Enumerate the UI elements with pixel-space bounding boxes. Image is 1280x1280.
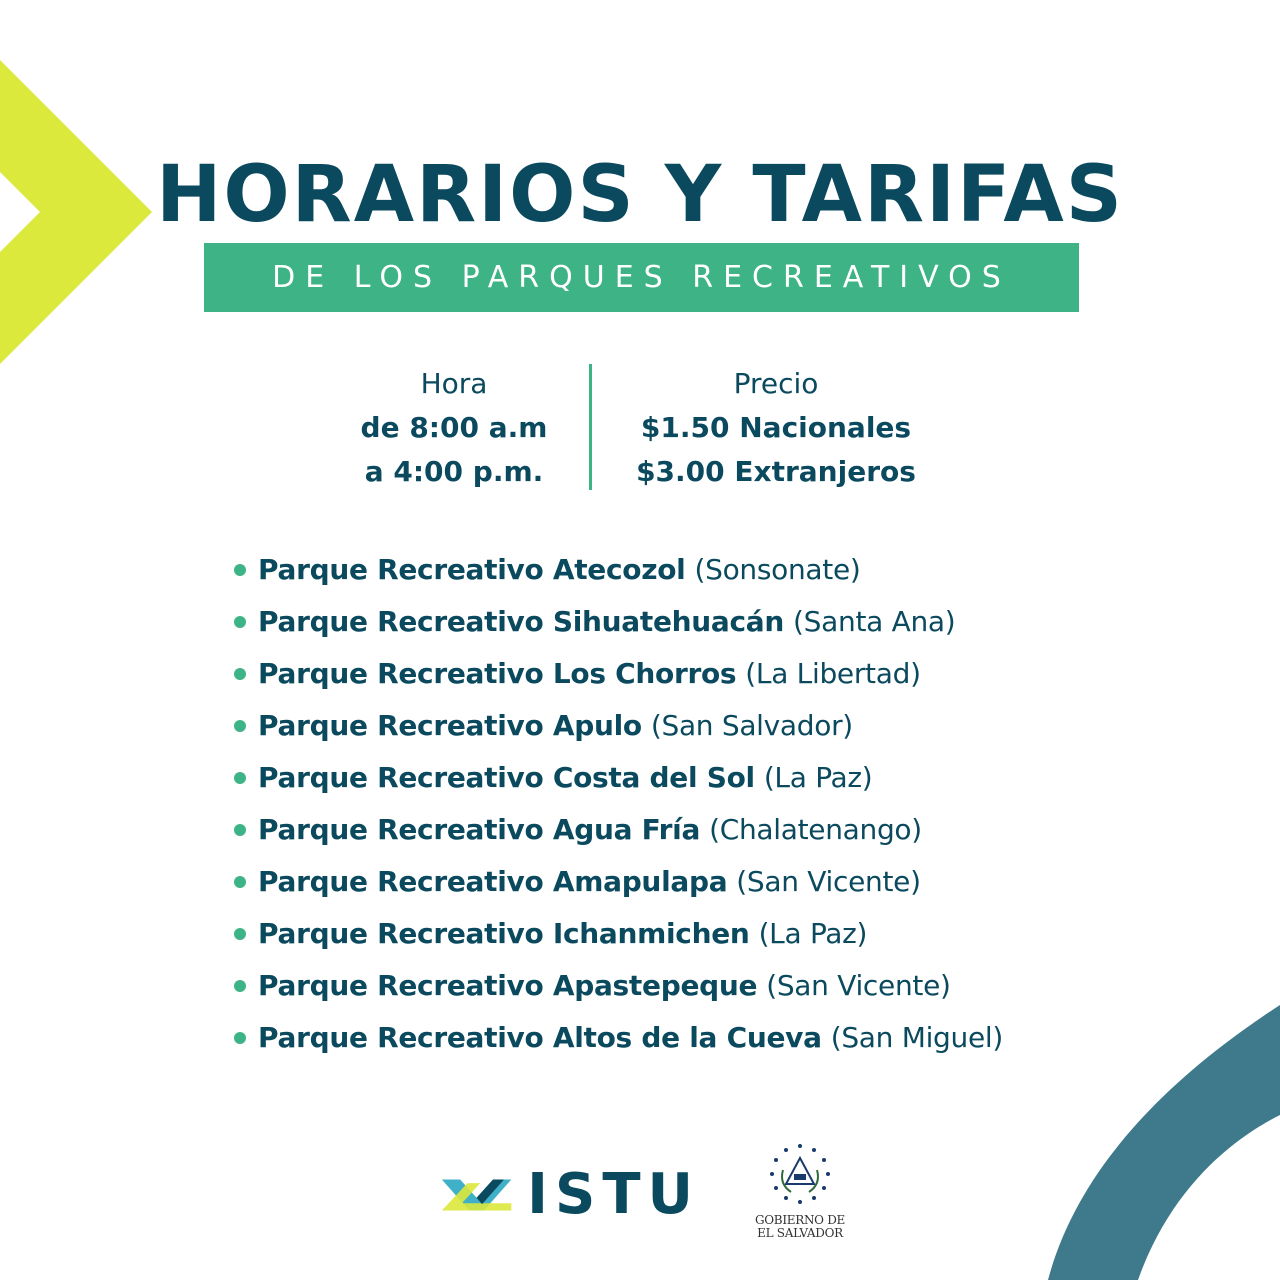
hours-column	[340, 362, 568, 494]
bullet-icon	[234, 668, 246, 680]
hours-end: a 4:00 p.m.	[364, 455, 544, 488]
istu-logo	[440, 1160, 700, 1230]
park-name: Parque Recreativo Los Chorros	[258, 657, 737, 690]
government-line-1: GOBIERNO DE	[754, 1213, 845, 1227]
park-name: Parque Recreativo Apulo	[258, 709, 642, 742]
list-item	[234, 856, 1234, 908]
list-item	[234, 544, 1234, 596]
price-label: Precio	[733, 367, 819, 400]
park-department: (San Vicente)	[736, 865, 921, 898]
price-national: $1.50 Nacionales	[640, 411, 912, 444]
page-title: HORARIOS Y TARIFAS	[156, 150, 1124, 240]
list-item	[234, 648, 1234, 700]
park-name: Parque Recreativo Apastepeque	[258, 969, 758, 1002]
park-department: (Santa Ana)	[793, 605, 956, 638]
park-department: (Sonsonate)	[694, 553, 861, 586]
subtitle-banner	[204, 243, 1079, 312]
park-name: Parque Recreativo Agua Fría	[258, 813, 701, 846]
column-divider	[589, 364, 592, 490]
park-department: (San Miguel)	[830, 1021, 1003, 1054]
bullet-icon	[234, 772, 246, 784]
park-department: (La Paz)	[758, 917, 868, 950]
park-name: Parque Recreativo Costa del Sol	[258, 761, 755, 794]
coat-of-arms-icon	[765, 1140, 835, 1210]
bullet-icon	[234, 720, 246, 732]
price-foreign: $3.00 Extranjeros	[636, 455, 916, 488]
park-name: Parque Recreativo Amapulapa	[258, 865, 728, 898]
bullet-icon	[234, 824, 246, 836]
park-name: Parque Recreativo Ichanmichen	[258, 917, 750, 950]
list-item	[234, 908, 1234, 960]
bullet-icon	[234, 1032, 246, 1044]
list-item	[234, 752, 1234, 804]
price-column	[606, 362, 946, 494]
park-name: Parque Recreativo Altos de la Cueva	[258, 1021, 822, 1054]
park-department: (La Paz)	[763, 761, 873, 794]
park-name: Parque Recreativo Atecozol	[258, 553, 686, 586]
bullet-icon	[234, 876, 246, 888]
schedule-price-section	[0, 362, 1280, 490]
hours-label: Hora	[420, 367, 488, 400]
list-item	[234, 804, 1234, 856]
park-name: Parque Recreativo Sihuatehuacán	[258, 605, 785, 638]
hours-start: de 8:00 a.m	[360, 411, 548, 444]
list-item	[234, 700, 1234, 752]
istu-wordmark: ISTU	[527, 1162, 700, 1227]
park-department: (La Libertad)	[745, 657, 921, 690]
bullet-icon	[234, 980, 246, 992]
istu-mark-icon	[440, 1172, 513, 1218]
government-line-2: EL SALVADOR	[757, 1226, 843, 1240]
bullet-icon	[234, 564, 246, 576]
park-department: (Chalatenango)	[709, 813, 922, 846]
list-item	[234, 1012, 1234, 1064]
bullet-icon	[234, 616, 246, 628]
list-item	[234, 596, 1234, 648]
page-subtitle: DE LOS PARQUES RECREATIVOS	[272, 260, 1011, 295]
list-item	[234, 960, 1234, 1012]
park-department: (San Vicente)	[766, 969, 951, 1002]
bullet-icon	[234, 928, 246, 940]
government-logo	[745, 1140, 855, 1250]
government-name	[745, 1214, 855, 1240]
park-department: (San Salvador)	[650, 709, 853, 742]
parks-list	[234, 544, 1234, 1064]
